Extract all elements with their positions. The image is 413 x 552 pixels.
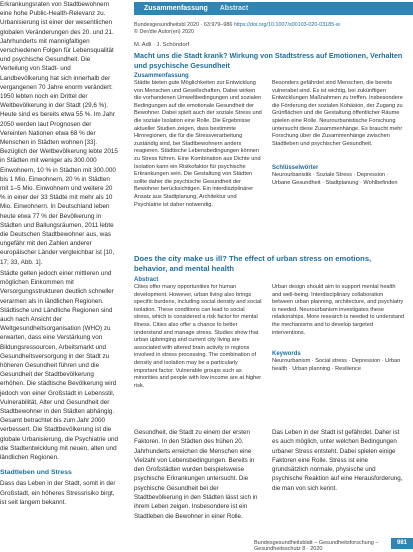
page-footer [134, 538, 413, 550]
english-keywords: Neurourbanism · Social stress · Depression · Urban health · Urban planning · Resilience [272, 358, 401, 372]
english-summary-left: Cities offer many opportunities for human development. However, urban living also brings specific burdens, including social density and social isolation. These conditions can lead to social stress, which is considered a risk factor for mental illness. Cities also offer a chance to better understand and manage stress. Studies show that urban upbringing and current city living are associated with altered brain activity in regions involved in stress processing. The combination of density and isolation may be a particularly important factor. Vulnerable groups such as minorities and people with low income are at higher risk. [134, 284, 262, 389]
authors: M. Adli · J. Schöndorf [134, 42, 190, 48]
publication-meta [134, 22, 413, 36]
english-summary-heading: Abstract [134, 277, 159, 283]
body-paragraph: Dass das Leben in der Stadt, somit in der Großstadt, ein höheres Stressrisiko birgt, ist seit langem bekannt. [0, 480, 116, 506]
doi-link[interactable]: https://doi.org/10.1007/s00103-020-03185-w [233, 22, 340, 28]
left-column [0, 0, 118, 507]
abstract-label-english: Abstract [219, 5, 249, 12]
abstract-header [134, 2, 413, 15]
section-heading: Stadtleben und Stress [0, 469, 72, 477]
abstract-label-german: Zusammenfassung [144, 5, 208, 12]
page-number: 981 [391, 538, 413, 549]
german-summary-right: Besonders gefährdet sind Menschen, die bereits vulnerabel sind. Es ist wichtig, bei zukünftigen Entwicklungen Maßnahmen zu treffen. Insbesondere die Förderung der sozialen Kohäsion, der Zugang zu Grünflächen und die Gestaltung öffentlicher Räume spielen eine Rolle. Neurourbanistische Forschung untersucht diese Zusammenhänge. Es braucht mehr Forschung über die Zusammenhänge zwischen Stadtleben und psychischer Gesundheit. [272, 80, 403, 147]
german-summary-heading: Zusammenfassung [134, 73, 189, 79]
copyright: © Der/die Autor(en) 2020 [134, 29, 195, 35]
body-column-right: Das Leben in der Stadt ist gefährdet. Daher ist es auch möglich, unter welchen Bedingungen urbaner Stress entsteht. Dabei spielen einige Faktoren eine Rolle. Stress ist eine grundsätzlich normale, physische und psychische Reaktion auf eine Herausforderung, die man von sich kennt. [272, 429, 403, 492]
body-paragraph: Erkrankungsraten von Stadtbewohnern eine hohe Public-Health-Relevanz zu. Urbanisierung ist einer der wesentlichen globalen Veränderungen des 20. und 21. Jahrhunderts mit mannigfaltigen verschiedenen Folgen für Lebensqualität und psychische Gesundheit. Die Verteilung von Stadt- und Landbevölkerung hat sich innerhalb der vergangenen 70 Jahre enorm verändert: 1950 lebten noch ein Drittel der Weltbevölkerung in der Stadt (29,6 %). Heute sind es bereits etwa 55 %. Im Jahr 2050 werden laut Prognosen der Vereinten Nationen etwa 68 % der Menschen in Städten wohnen [33]. Bezüglich der Weltbevölkerung lebte 2015 in Städten mit weniger als 300.000 Einwohnern, 10 % in Städten mit 300.000 bis 1 Mio. Einwohnern, 20 % in Städten mit 1–5 Mio. Einwohnern und weitere 20 % in einer der 33 Städte mit mehr als 10 Mio. Einwohnern. In Deutschland leben heute etwa 77 % der Bevölkerung in Städten und Ballungsräumen, 2011 lebte die Deutschen Stadtbewohner aus, was ungefähr mit den Zahlen anderer europäischer Länder vergleichbar ist [10, 17; 33, Abb. 1]. [0, 1, 118, 266]
german-keywords-heading: Schlüsselwörter [272, 165, 319, 171]
german-title: Macht uns die Stadt krank? Wirkung von Stadtstress auf Emotionen, Verhalten und psychische Gesundheit [134, 51, 403, 70]
body-column-middle: Gesundheit, die Stadt zu einem der ersten Faktoren. In den Städten des frühen 20. Jahrhunderts erreichen die Menschen eine Vielzahl von Lebensbedingungen. Bereits in den Großstädten wurden beispielsweise psychische Erkrankungen untersucht. Die psychische Gesundheit bei der Stadtbevölkerung in den Städten lässt sich in ihrem Leben zeigen. Insbesondere ist ein Stadtleben die Bewohner in einer Rolle. [134, 429, 258, 520]
body-paragraph: Städte gelten jedoch einer mittleren und möglichen Einkommen mit Versorgungsstrukturen deutlich schneller verarmen als in ländlichen Regionen. Städtische und Ländliche Regionen sind auch nach Ansicht der Weltgesundheitsorganisation (WHO) zu erwarten, dass eine Verstärkung von Bildungsressourcen, Arbeitsmarkt und Gesundheitsversorgung in der Stadt zu höheren Gesundheit führen und die Gesundheit der Stadtbevölkerung erhöhen. Die städtische Bevölkerung wird jedoch von einer Großstadt in Lebensstil, Vulnerabilität, Alter und Gesundheit der Stadtbewohner in den Städten abhängig. Gesamt betrachtet bis zum Jahr 2000 verbessert. Die Stadtbevölkerung ist die globale Urbanisierung, die Psychiatrie und die Stadtentwicklung mit neuen, alten und ländlichen Regionen. [0, 269, 118, 461]
english-summary-right: Urban design should aim to support mental health and well-being. Interdisciplinary collaboration between urban planning, architecture, and psychiatry is needed. Neurourbanism investigates these relationships. More research is needed to understand the mechanisms and to develop targeted interventions. [272, 284, 405, 336]
citation: Bundesgesundheitsbl 2020 · 63:979–986 [134, 22, 233, 28]
journal-name: Bundesgesundheitsblatt – Gesundheitsforschung – Gesundheitsschutz 8 · 2020 [254, 540, 379, 552]
german-keywords: Neurourbanistik · Soziale Stress · Depression · Urbane Gesundheit · Stadtplanung · Wohlbefinden [272, 172, 398, 186]
german-summary-left: Städte bieten gute Möglichkeiten zur Entwicklung von Menschen und Gesellschaften. Dabei wirken die vorhandenen Umweltbedingungen und sozialen Bedingungen auf die emotionale Gesundheit der Bewohner. Dabei spielt auch der soziale Stress und die soziale Isolation eine Rolle. Die Ergebnisse aktueller Studien zeigen, dass bestimmte Hirnregionen, die für die Stressverarbeitung zuständig sind, bei Stadtbewohnern anders reagieren. Städtische Lebensbedingungen können zu Stress führen. Eine Kombination aus Dichte und Isolation kann ein Risikofaktor für psychische Erkrankungen sein. Die Gestaltung von Städten sollte daher die psychische Gesundheit der Bewohner berücksichtigen. Ein interdisziplinärer Ansatz aus Stadtplanung, Architektur und Psychiatrie ist daher notwendig. [134, 80, 262, 208]
english-keywords-heading: Keywords [272, 351, 301, 357]
english-title: Does the city make us ill? The effect of urban stress on emotions, behavior, and mental health [134, 254, 372, 273]
